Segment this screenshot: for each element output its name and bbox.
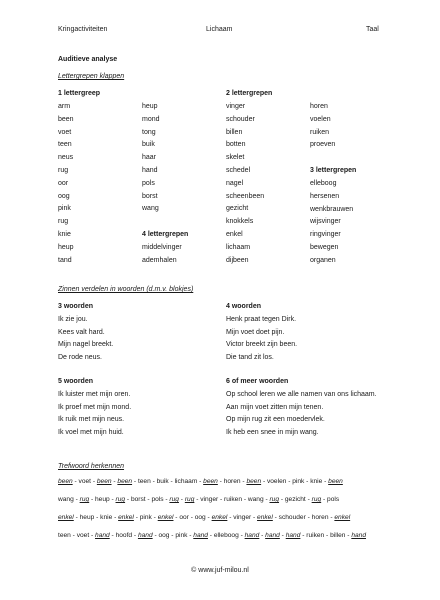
sentence-item: Mijn voet doet pijn. <box>226 328 285 336</box>
keyword-token: enkel <box>211 514 228 521</box>
word-token: - vinger - ruiken - wang - <box>194 496 270 503</box>
word-item: scheenbeen <box>226 192 265 200</box>
word-token: - teen - buik - lichaam - <box>132 478 204 485</box>
word-item: tong <box>142 128 156 136</box>
word-column-4 <box>142 243 182 269</box>
sentence-item: Aan mijn voet zitten mijn tenen. <box>226 403 324 411</box>
word-item: mond <box>142 115 160 123</box>
word-token: - <box>259 532 266 539</box>
word-item: borst <box>142 192 158 200</box>
word-item: heup <box>58 243 74 251</box>
block-heading-5-woorden: 5 woorden <box>58 378 94 385</box>
word-token: - <box>178 496 185 503</box>
word-item: organen <box>310 256 336 264</box>
word-token: - oor - oog - <box>173 514 212 521</box>
sentence-item: Henk praat tegen Dirk. <box>226 316 297 323</box>
word-column-1a <box>58 102 74 268</box>
keyword-token: hand <box>265 532 280 539</box>
sentence-list-5 <box>58 390 131 440</box>
keyword-token: hand <box>244 532 260 539</box>
word-item: elleboog <box>310 180 337 187</box>
keyword-token: hand <box>137 532 153 539</box>
word-item: ringvinger <box>310 231 341 239</box>
sentence-item: Die tand zit los. <box>226 353 274 361</box>
sentence-item: De rode neus. <box>58 353 102 361</box>
header-center: Lichaam <box>206 26 233 33</box>
word-token: teen - voet - <box>58 532 96 539</box>
word-item: wang <box>142 205 159 213</box>
keyword-token: enkel <box>118 514 134 521</box>
word-token: - <box>279 532 286 539</box>
word-token: - oog - pink - <box>152 532 194 539</box>
keyword-token: rug <box>184 496 195 503</box>
group-heading-3-lettergrepen: 3 lettergrepen <box>310 167 357 174</box>
word-item: botten <box>226 141 246 149</box>
word-item: teen <box>58 141 72 149</box>
word-token: - hoofd - <box>109 532 138 539</box>
word-item: arm <box>58 103 71 110</box>
word-token: - horen - <box>217 478 247 485</box>
word-item: oog <box>58 192 70 200</box>
word-item: ruiken <box>310 128 330 136</box>
word-item: ademhalen <box>142 256 177 264</box>
keyword-token: rug <box>311 496 322 503</box>
keyword-token: rug <box>79 496 90 503</box>
word-column-2b <box>310 102 335 153</box>
keyword-token: hand <box>285 532 301 539</box>
word-item: enkel <box>226 230 243 238</box>
section-heading-trefwoord: Trefwoord herkennen <box>58 463 125 470</box>
word-item: hand <box>142 166 158 174</box>
word-item: hersenen <box>310 192 340 200</box>
word-token: - gezicht - <box>279 496 312 503</box>
word-item: voet <box>58 128 72 136</box>
word-token: - pols <box>321 496 340 503</box>
word-token: - heup - <box>89 496 116 503</box>
word-item: schedel <box>226 166 251 174</box>
word-token: - voelen - pink - knie - <box>261 478 329 485</box>
group-heading-1-lettergreep: 1 lettergreep <box>58 90 101 97</box>
page-title: Auditieve analyse <box>58 56 118 63</box>
group-heading-4-lettergrepen: 4 lettergrepen <box>142 231 189 238</box>
keyword-line-2 <box>58 495 339 504</box>
keyword-line-1 <box>58 477 343 486</box>
word-item: bewegen <box>310 243 339 251</box>
keyword-token: hand <box>351 532 366 539</box>
word-column-1b <box>142 102 160 217</box>
block-heading-3-woorden: 3 woorden <box>58 303 94 310</box>
sentence-item: Victor breekt zijn been. <box>226 341 298 349</box>
word-item: knokkels <box>226 218 254 226</box>
keyword-token: been <box>58 478 73 485</box>
keyword-token: enkel <box>157 514 174 521</box>
word-item: pink <box>58 205 71 213</box>
word-item: knie <box>58 230 71 238</box>
word-item: wijsvinger <box>310 218 341 226</box>
word-item: dijbeen <box>226 256 249 264</box>
word-token: - ruiken - billen - <box>300 532 352 539</box>
word-item: voelen <box>310 115 331 123</box>
word-item: buik <box>142 141 155 149</box>
keyword-token: enkel <box>334 514 351 521</box>
sentence-item: Ik heb een snee in mijn wang. <box>226 428 319 436</box>
sentence-item: Ik zie jou. <box>58 316 88 323</box>
word-item: been <box>58 115 74 123</box>
section-heading-lettergrepen: Lettergrepen klappen <box>58 73 125 80</box>
keyword-token: been <box>117 478 133 485</box>
sentence-item: Op school leren we alle namen van ons lichaam. <box>226 391 377 398</box>
sentence-item: Ik proef met mijn mond. <box>58 403 132 411</box>
keyword-token: enkel <box>58 514 74 521</box>
word-item: oor <box>58 179 69 187</box>
word-item: heup <box>142 103 158 110</box>
word-item: lichaam <box>226 243 251 251</box>
sentence-list-3 <box>58 315 113 365</box>
keyword-token: hand <box>95 532 110 539</box>
word-item: billen <box>226 128 243 136</box>
keyword-token: been <box>328 478 343 485</box>
word-token: - pink - <box>133 514 158 521</box>
word-token: - vinger - <box>227 514 258 521</box>
word-token: - schouder - horen - <box>272 514 335 521</box>
keyword-token: rug <box>269 496 280 503</box>
sentence-list-4 <box>226 315 297 365</box>
word-item: pols <box>142 179 155 187</box>
sentence-list-6 <box>226 390 377 440</box>
keyword-token: hand <box>193 532 208 539</box>
sentence-item: Ik voel met mijn huid. <box>58 428 124 436</box>
section-heading-zinnen: Zinnen verdelen in woorden (d.m.v. blokjes) <box>58 286 194 293</box>
word-item: haar <box>142 154 157 162</box>
word-item: schouder <box>226 115 255 123</box>
keyword-token: rug <box>115 496 126 503</box>
keyword-token: been <box>246 478 262 485</box>
word-item: neus <box>58 154 74 162</box>
header-left: Kringactiviteiten <box>58 26 108 33</box>
word-item: wenkbrauwen <box>310 205 354 213</box>
word-item: gezicht <box>226 205 249 213</box>
word-item: skelet <box>226 154 245 162</box>
word-token: - <box>111 478 118 485</box>
sentence-item: Op mijn rug zit een moedervlek. <box>226 416 325 424</box>
keyword-token: rug <box>169 496 179 503</box>
word-token: wang - <box>58 496 80 503</box>
group-heading-2-lettergrepen: 2 lettergrepen <box>226 90 273 97</box>
word-item: middelvinger <box>142 244 182 251</box>
word-token: - elleboog - <box>207 532 245 539</box>
word-item: rug <box>58 166 69 174</box>
sentence-item: Mijn nagel breekt. <box>58 341 114 349</box>
word-token: - borst - pols - <box>125 496 170 503</box>
word-item: rug <box>58 218 69 226</box>
word-item: nagel <box>226 179 244 187</box>
word-token: - heup - knie - <box>73 514 119 521</box>
word-item: tand <box>58 256 72 264</box>
keyword-line-3 <box>58 513 350 522</box>
word-item: horen <box>310 103 328 110</box>
footer-credit: © www.juf-milou.nl <box>191 567 249 574</box>
word-column-3 <box>310 179 353 269</box>
sentence-item: Kees valt hard. <box>58 328 105 336</box>
sentence-item: Ik ruik met mijn neus. <box>58 416 125 424</box>
header-right: Taal <box>366 26 379 33</box>
block-heading-4-woorden: 4 woorden <box>226 303 262 310</box>
word-item: vinger <box>226 103 246 110</box>
keyword-line-4 <box>58 531 366 540</box>
word-token: - voet - <box>72 478 97 485</box>
sentence-item: Ik luister met mijn oren. <box>58 391 131 398</box>
word-item: proeven <box>310 141 336 149</box>
keyword-token: enkel <box>257 514 273 521</box>
word-column-2a <box>226 102 264 268</box>
keyword-token: been <box>203 478 218 485</box>
block-heading-6-woorden: 6 of meer woorden <box>226 378 289 385</box>
keyword-token: been <box>96 478 112 485</box>
